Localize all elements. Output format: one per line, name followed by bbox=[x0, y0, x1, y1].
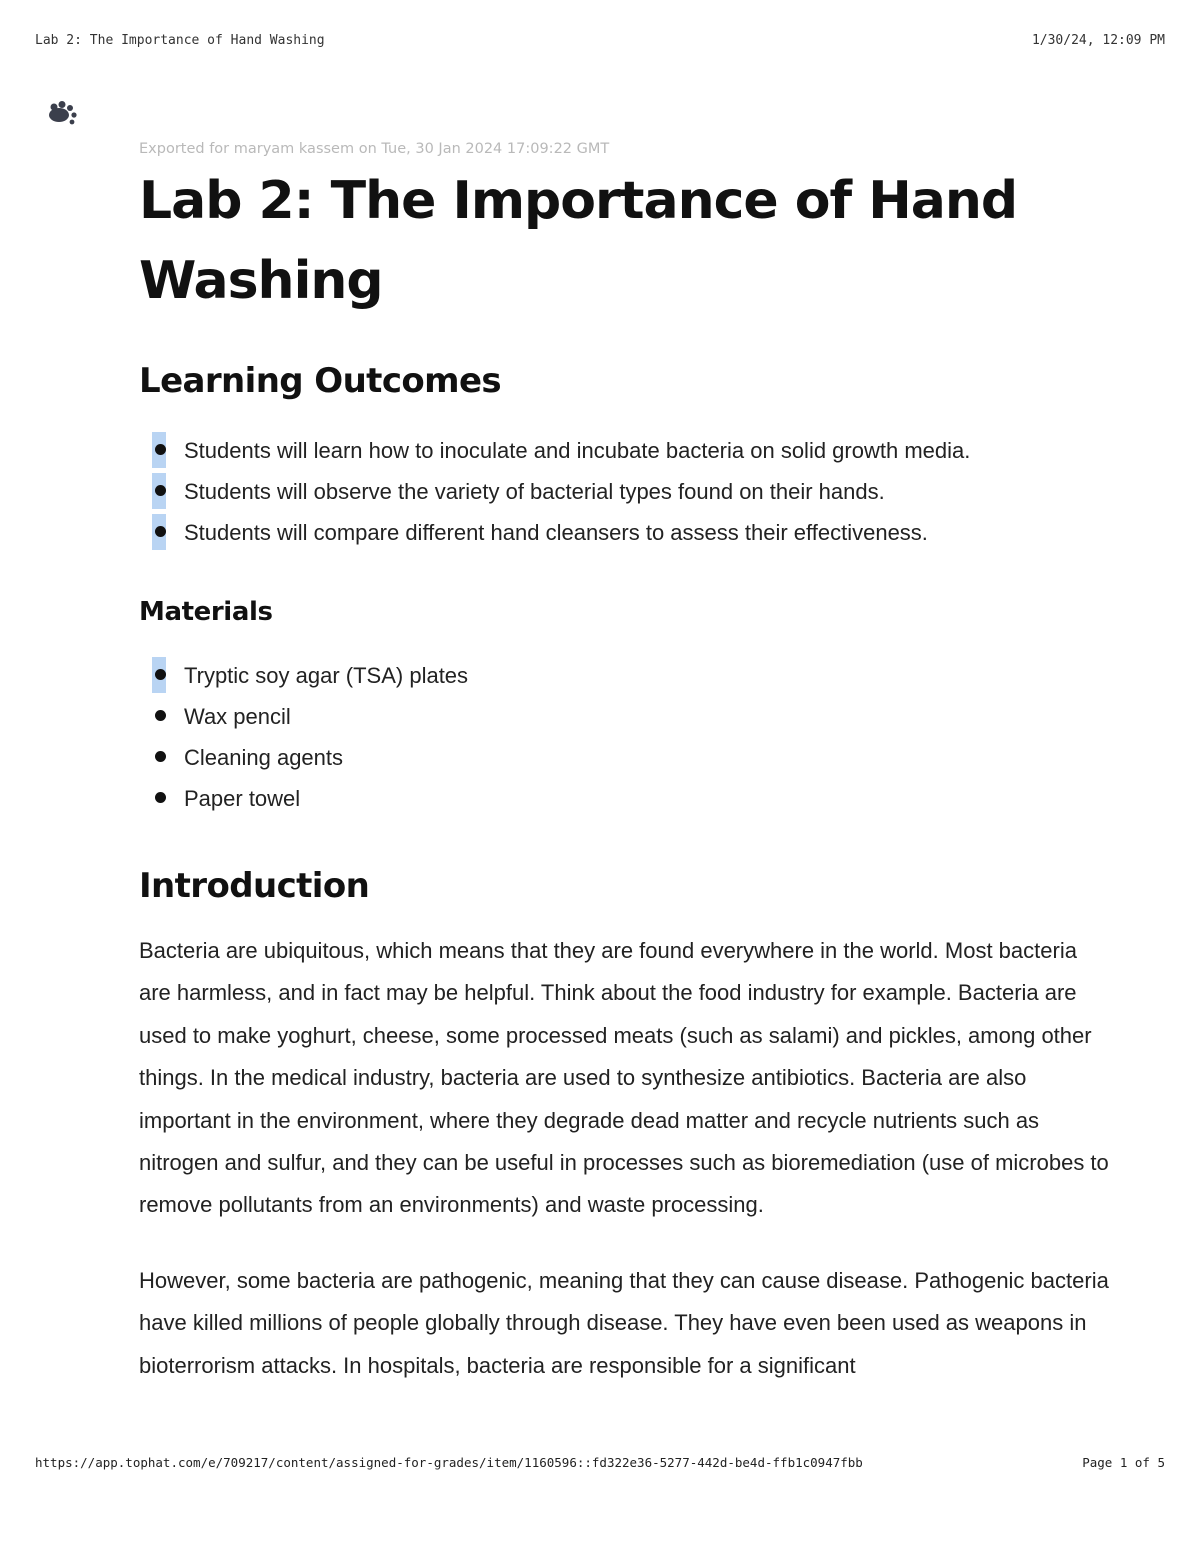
list-item bbox=[139, 737, 1109, 778]
list-item-text: Cleaning agents bbox=[184, 745, 344, 770]
print-footer bbox=[35, 1455, 1165, 1475]
introduction-paragraph: Bacteria are ubiquitous, which means that they are found everywhere in the world. Most bacteria are harmless, and in fact may be helpful. Think about the food industry for example. Bacteria are used to make yoghurt, cheese, some processed meats (such as salami) and pickles, among other things. In the medical industry, bacteria are used to synthesize antibiotics. Bacteria are also important in the environment, where they degrade dead matter and recycle nutrients such as nitrogen and sulfur, and they can be useful in processes such as bioremediation (use of microbes to remove pollutants from an environments) and waste processing. bbox=[139, 938, 1109, 1218]
list-item-text: Paper towel bbox=[184, 786, 301, 811]
list-item-text: Wax pencil bbox=[184, 704, 291, 729]
bullet-icon bbox=[155, 792, 166, 803]
materials-heading: Materials bbox=[139, 597, 273, 627]
bullet-icon bbox=[155, 485, 166, 496]
list-item bbox=[139, 430, 1109, 471]
materials-list bbox=[139, 655, 1109, 819]
print-header-datetime: 1/30/24, 12:09 PM bbox=[1031, 33, 1165, 48]
list-item-text: Tryptic soy agar (TSA) plates bbox=[184, 663, 469, 688]
learning-outcomes-list bbox=[139, 430, 1109, 553]
list-item-text: Students will compare different hand cleansers to assess their effectiveness. bbox=[184, 520, 928, 545]
list-item bbox=[139, 655, 1109, 696]
tophat-logo-icon bbox=[47, 100, 79, 126]
document-content bbox=[139, 138, 1109, 1387]
bullet-icon bbox=[155, 444, 166, 455]
print-footer-page-number: Page 1 of 5 bbox=[1082, 1455, 1165, 1470]
list-item bbox=[139, 696, 1109, 737]
list-item bbox=[139, 471, 1109, 512]
introduction-heading: Introduction bbox=[139, 866, 370, 906]
print-footer-url: https://app.tophat.com/e/709217/content/assigned-for-grades/item/1160596::fd322e36-5277-442d-be4d-ffb1c0947fbb bbox=[35, 1455, 863, 1470]
introduction-paragraph: However, some bacteria are pathogenic, meaning that they can cause disease. Pathogenic bacteria have killed millions of people globally through disease. They have even been used as weapons in bioterrorism attacks. In hospitals, bacteria are responsible for a significant bbox=[139, 1267, 1109, 1378]
export-note: Exported for maryam kassem on Tue, 30 Jan 2024 17:09:22 GMT bbox=[139, 141, 610, 157]
list-item bbox=[139, 778, 1109, 819]
print-header bbox=[35, 33, 1165, 53]
bullet-icon bbox=[155, 751, 166, 762]
list-item bbox=[139, 512, 1109, 553]
learning-outcomes-heading: Learning Outcomes bbox=[139, 361, 502, 401]
bullet-icon bbox=[155, 526, 166, 537]
list-item-text: Students will learn how to inoculate and incubate bacteria on solid growth media. bbox=[184, 438, 971, 463]
list-item-text: Students will observe the variety of bacterial types found on their hands. bbox=[184, 479, 885, 504]
bullet-icon bbox=[155, 710, 166, 721]
print-header-title: Lab 2: The Importance of Hand Washing bbox=[35, 33, 325, 48]
bullet-icon bbox=[155, 669, 166, 680]
page-title: Lab 2: The Importance of Hand Washing bbox=[139, 171, 1018, 311]
